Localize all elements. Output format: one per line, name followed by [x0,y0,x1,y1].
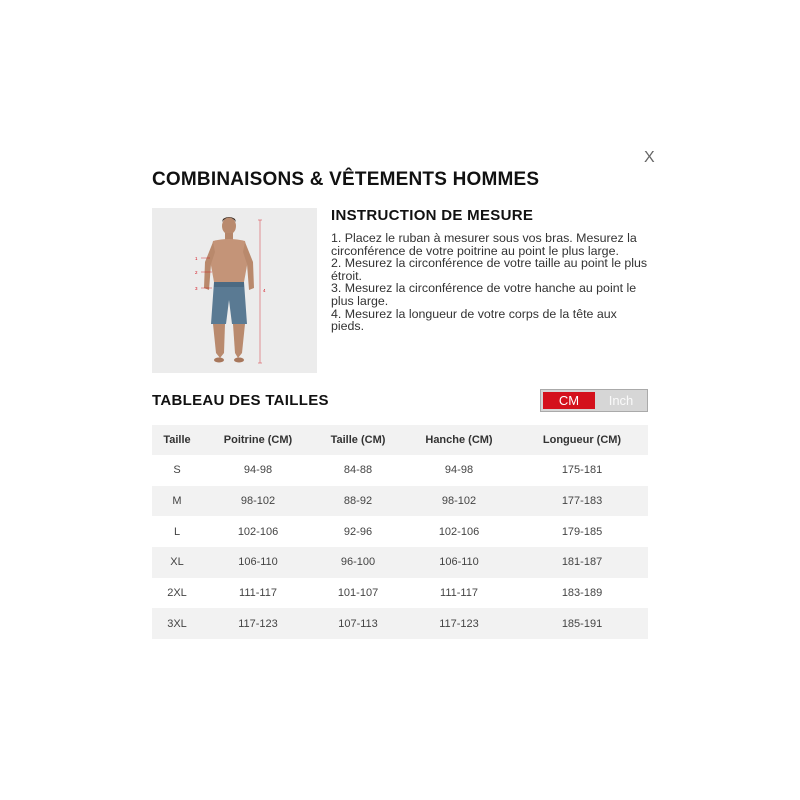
measure-cell: 117-123 [402,608,516,639]
page-title: COMBINAISONS & VÊTEMENTS HOMMES [152,169,540,190]
size-cell: S [173,464,181,477]
measure-cell: 101-107 [337,587,379,600]
size-cell: M [152,486,202,517]
instruction-list [331,232,651,333]
instruction-step: 2. Mesurez la circonférence de votre taille au point le plus étroit. [331,256,648,283]
unit-toggle[interactable] [540,389,648,412]
measure-cell: 106-110 [202,547,314,578]
table-row [152,547,648,578]
instruction-step: 3. Mesurez la circonférence de votre hanche au point le plus large. [331,281,637,308]
measure-cell: 102-106 [237,525,279,538]
measure-cell: 96-100 [314,547,402,578]
measure-cell: 117-123 [202,608,314,639]
table-row [152,486,648,517]
marker-length: 4 [263,288,266,293]
column-header: Taille [152,425,202,455]
measure-cell: 185-191 [516,608,648,639]
unit-cm-button[interactable]: CM [543,392,595,409]
measure-cell: 111-117 [239,587,277,600]
measure-cell: 111-117 [440,587,478,600]
measure-cell: 179-185 [561,525,603,538]
table-row [152,608,648,639]
model-illustration [152,208,317,373]
measure-cell: 106-110 [402,547,516,578]
measure-cell: 84-88 [343,464,373,477]
measure-cell: 98-102 [202,486,314,517]
size-cell: XL [152,547,202,578]
column-header: Poitrine (CM) [202,425,314,455]
table-row [152,455,648,486]
column-header: Longueur (CM) [516,425,648,455]
measure-cell: 102-106 [438,525,480,538]
measure-cell: 181-187 [516,547,648,578]
size-table [152,425,648,639]
measure-cell: 183-189 [561,587,603,600]
table-row [152,578,648,609]
marker-chest: 1 [195,256,198,261]
size-cell: 3XL [152,608,202,639]
unit-inch-button[interactable]: Inch [608,393,634,408]
measurement-figure [152,208,317,373]
size-cell: L [173,525,181,538]
measure-cell: 94-98 [243,464,273,477]
marker-waist: 2 [195,270,198,275]
measure-cell: 92-96 [343,525,373,538]
size-cell: 2XL [167,587,187,600]
measure-cell: 107-113 [314,608,402,639]
table-row [152,516,648,547]
measure-cell: 98-102 [402,486,516,517]
marker-hip: 3 [195,286,198,291]
size-table-title: TABLEAU DES TAILLES [152,392,329,409]
column-header: Hanche (CM) [402,425,516,455]
measure-cell: 88-92 [314,486,402,517]
measure-cell: 94-98 [444,464,474,477]
instruction-step: 1. Placez le ruban à mesurer sous vos bras. Mesurez la circonférence de votre poitrine au point le plus large. [331,231,637,258]
measure-cell: 177-183 [516,486,648,517]
instruction-title: INSTRUCTION DE MESURE [331,207,534,224]
table-header-row [152,425,648,455]
close-button[interactable]: X [644,149,655,166]
instruction-step: 4. Mesurez la longueur de votre corps de la tête aux pieds. [331,306,617,334]
column-header: Taille (CM) [314,425,402,455]
measure-cell: 175-181 [561,464,603,477]
